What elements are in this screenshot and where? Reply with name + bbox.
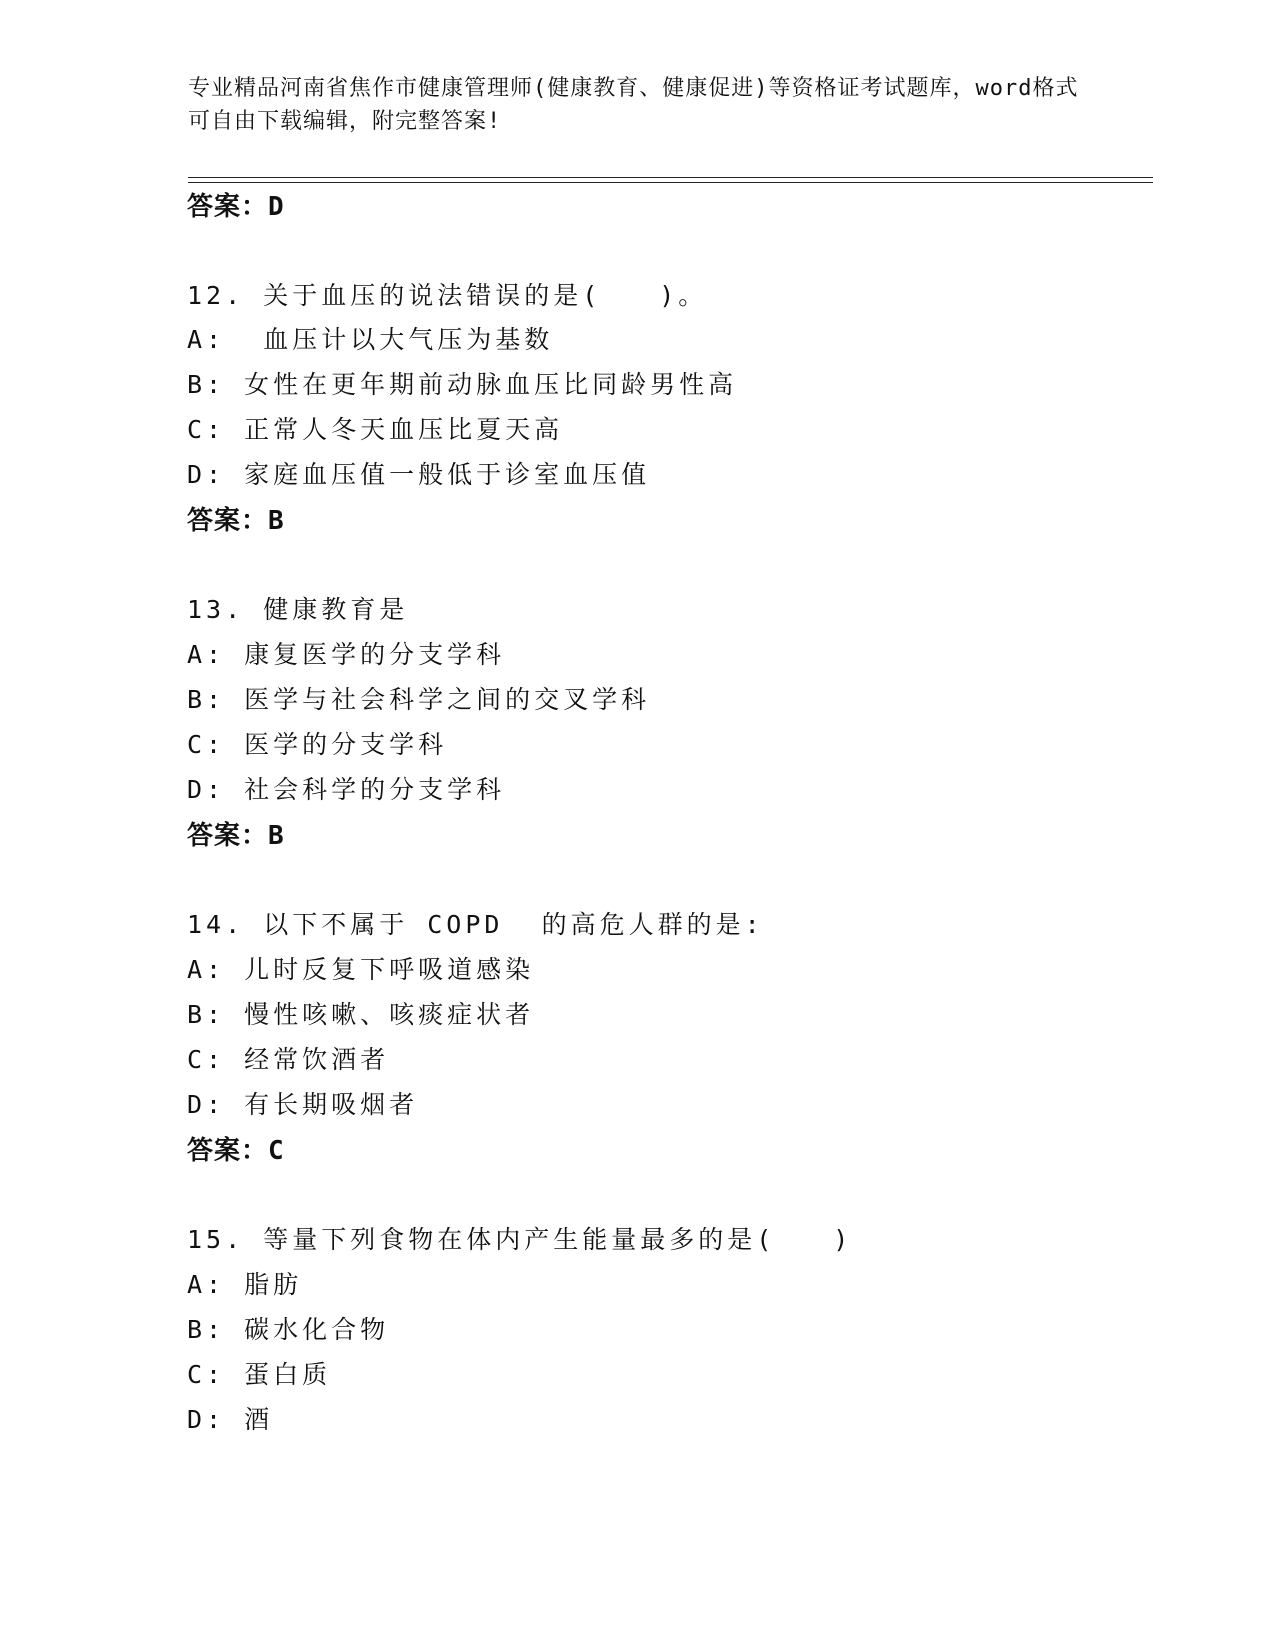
header-divider-top — [188, 177, 1153, 178]
answer-label: 答案： — [187, 192, 269, 222]
option-b: B: 慢性咳嗽、咳痰症状者 — [187, 1000, 535, 1029]
answer — [187, 1130, 285, 1167]
option-c: C: 医学的分支学科 — [187, 730, 448, 759]
answer-label: 答案： — [187, 506, 269, 536]
option-a: A: 儿时反复下呼吸道感染 — [187, 955, 535, 984]
answer-prev — [187, 186, 285, 223]
answer — [187, 500, 285, 537]
question-stem: 15. 等量下列食物在体内产生能量最多的是( ) — [187, 1225, 853, 1254]
answer-value: B — [268, 506, 285, 536]
option-b: B: 医学与社会科学之间的交叉学科 — [187, 685, 651, 714]
answer-value: D — [268, 192, 285, 222]
answer-label: 答案： — [187, 1136, 269, 1166]
question-stem: 12. 关于血压的说法错误的是( )。 — [187, 281, 708, 310]
page-header: 专业精品河南省焦作市健康管理师(健康教育、健康促进)等资格证考试题库，word格式可自由下载编辑，附完整答案! — [188, 76, 1079, 134]
option-b: B: 碳水化合物 — [187, 1315, 390, 1344]
header-divider-bottom — [188, 182, 1153, 183]
option-c: C: 蛋白质 — [187, 1360, 332, 1389]
option-c: C: 正常人冬天血压比夏天高 — [187, 415, 564, 444]
option-d: D: 酒 — [187, 1405, 274, 1434]
option-c: C: 经常饮酒者 — [187, 1045, 390, 1074]
option-a: A: 康复医学的分支学科 — [187, 640, 506, 669]
answer-value: C — [268, 1136, 285, 1166]
option-b: B: 女性在更年期前动脉血压比同龄男性高 — [187, 370, 738, 399]
answer — [187, 815, 285, 852]
option-d: D: 有长期吸烟者 — [187, 1090, 419, 1119]
question-stem: 14. 以下不属于 COPD 的高危人群的是: — [187, 910, 764, 939]
answer-value: B — [268, 821, 285, 851]
question-stem: 13. 健康教育是 — [187, 595, 409, 624]
option-a: A: 脂肪 — [187, 1270, 303, 1299]
answer-label: 答案： — [187, 821, 269, 851]
option-d: D: 社会科学的分支学科 — [187, 775, 506, 804]
option-a: A: 血压计以大气压为基数 — [187, 325, 554, 354]
option-d: D: 家庭血压值一般低于诊室血压值 — [187, 460, 651, 489]
